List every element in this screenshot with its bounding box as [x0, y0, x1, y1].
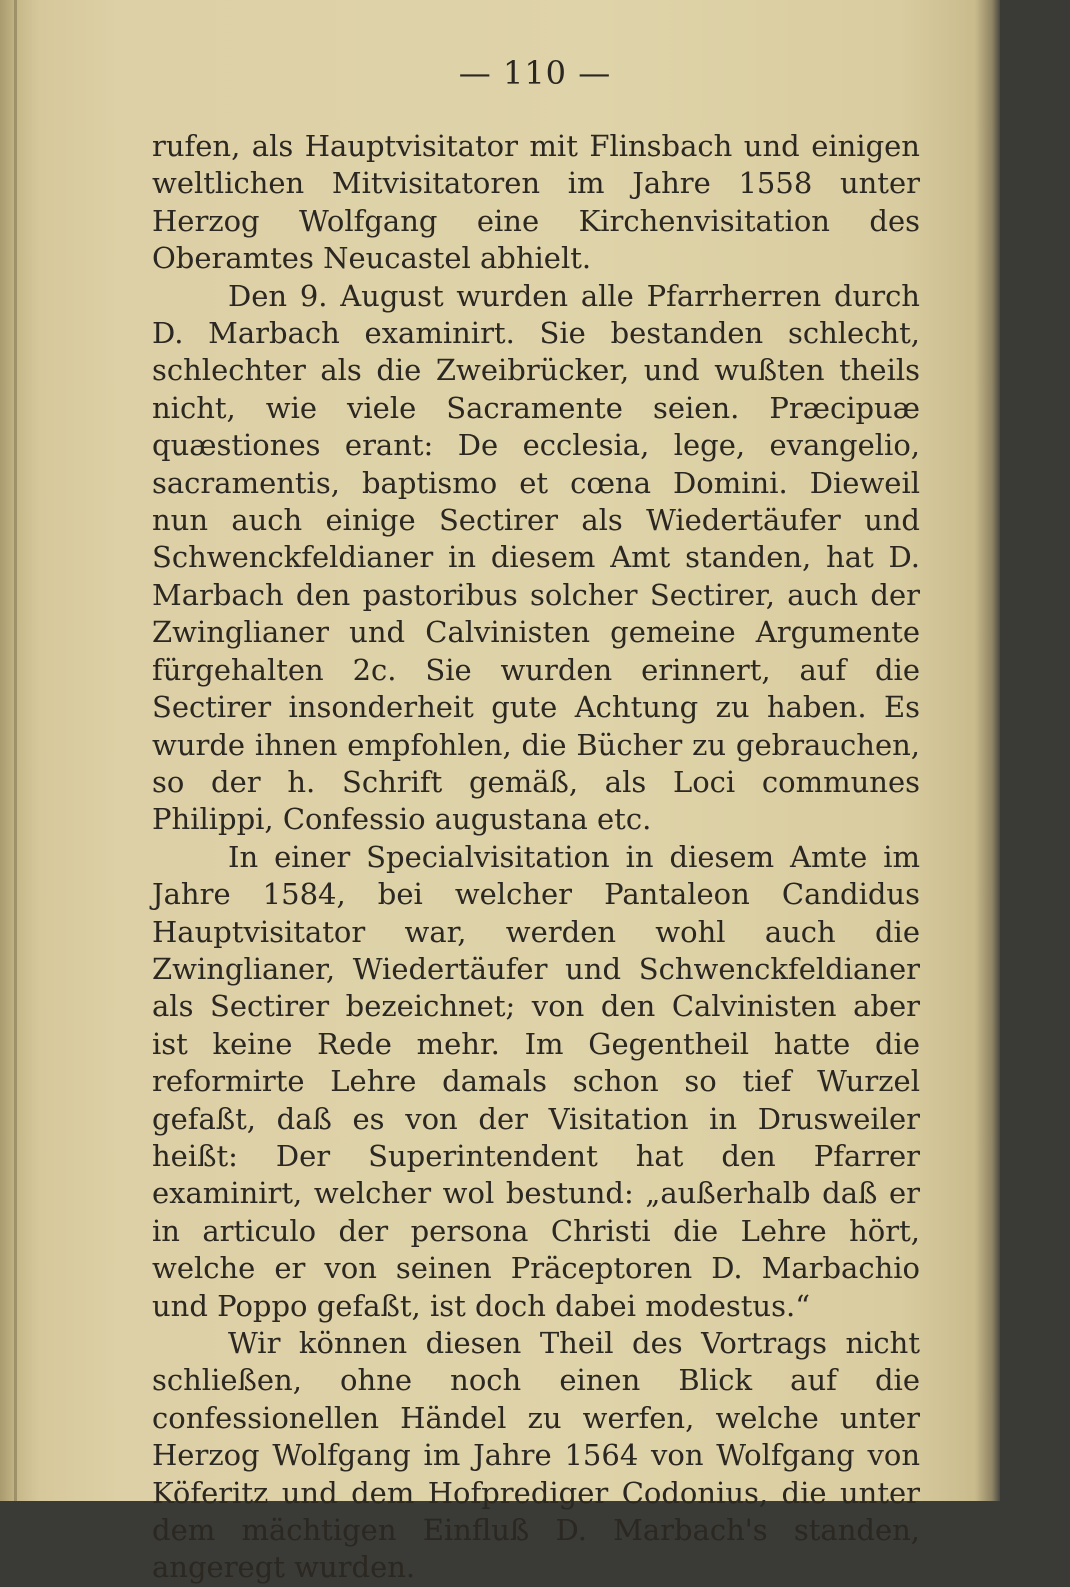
body-text — [152, 128, 920, 1587]
paragraph-1: rufen, als Hauptvisitator mit Flinsbach und einigen weltlichen Mitvisitatoren im Jahre 1558 unter Herzog Wolfgang eine Kirchenvisitation des Oberamtes Neucastel abhielt. — [152, 129, 920, 276]
paragraph-4: Wir können diesen Theil des Vortrags nicht schließen, ohne noch einen Blick auf die confessionellen Händel zu werfen, welche unter Herzog Wolfgang im Jahre 1564 von Wolfgang von Köferitz und dem Hofprediger Codonius, die unter dem mächtigen Einfluß D. Marbach's standen, angeregt wurden. — [152, 1326, 920, 1585]
page-number: — 110 — — [458, 54, 612, 92]
binding-gutter — [14, 0, 17, 1501]
paragraph-3: In einer Specialvisitation in diesem Amte im Jahre 1584, bei welcher Pantaleon Candidus Hauptvisitator war, werden wohl auch die Zwinglianer, Wiedertäufer und Schwenckfeldianer als Sectirer bezeichnet; von den Calvinisten aber ist keine Rede mehr. Im Gegentheil hatte die reformirte Lehre damals schon so tief Wurzel gefaßt, daß es von der Visitation in Drusweiler heißt: Der Superintendent hat den Pfarrer examinirt, welcher wol bestund: „außerhalb daß er in articulo der persona Christi die Lehre hört, welche er von seinen Präceptoren D. Marbachio und Poppo gefaßt, ist doch dabei modestus.“ — [152, 839, 920, 1323]
paragraph-2: Den 9. August wurden alle Pfarrherren durch D. Marbach examinirt. Sie bestanden schlecht, schlechter als die Zweibrücker, und wußten theils nicht, wie viele Sacramente seien. Præcipuæ quæstiones erant: De ecclesia, lege, evangelio, sacramentis, baptismo et cœna Domini. Dieweil nun auch einige Sectirer als Wiedertäufer und Schwenckfeldianer in diesem Amt standen, hat D. Marbach den pastoribus solcher Sectirer, auch der Zwinglianer und Calvinisten gemeine Argumente fürgehalten 2c. Sie wurden erinnert, auf die Sectirer insonderheit gute Achtung zu haben. Es wurde ihnen empfohlen, die Bücher zu gebrauchen, so der h. Schrift gemäß, als Loci communes Philippi, Confessio augustana etc. — [152, 278, 920, 837]
